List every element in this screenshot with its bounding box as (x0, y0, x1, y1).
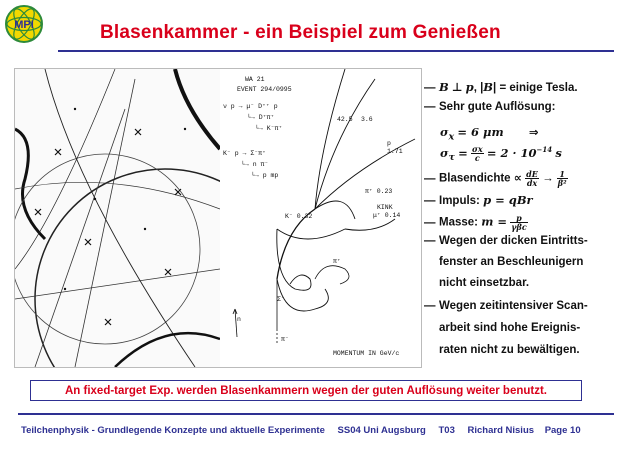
photo-label: μ⁺ 0.14 (373, 212, 401, 219)
track-drawing (15, 69, 421, 367)
footer-code: T03 (438, 425, 455, 436)
title-divider (58, 50, 614, 52)
footer-divider (18, 413, 614, 415)
photo-label: └→ D⁺π⁺ (247, 114, 275, 121)
bubble-chamber-photo (14, 68, 422, 368)
logo-text: MPI (14, 19, 34, 31)
bullet-scanning-cont: raten nicht zu bewältigen. (439, 344, 580, 356)
photo-label: K⁻ p → Σ⁻π⁺ (223, 150, 266, 157)
bullet-bubble-density: — Blasendichte ∝ $\frac{dE}{dx}$ → $\frac{1}{\text{β²}}$ (424, 169, 567, 188)
photo-label: 42.5 (337, 116, 353, 123)
footer-page: Page 10 (544, 425, 581, 436)
bullet-momentum: — Impuls: p = qBr (424, 193, 533, 207)
photo-label: WA 21 (245, 76, 265, 83)
photo-label: K⁻ 0.32 (285, 213, 313, 220)
photo-label: MOMENTUM IN GeV/c (333, 350, 400, 357)
footer-term: SS04 Uni Augsburg (337, 425, 426, 436)
footer (21, 425, 581, 436)
photo-label: p (387, 140, 391, 147)
photo-label: └→ p mp (251, 172, 279, 179)
formula-sigma-tau: $\sigma_\tau$ = $\frac{\sigma x}{c}$ = $2 \cdot 10^{-14}$ s (440, 144, 562, 164)
photo-label: EVENT 294/0995 (237, 86, 292, 93)
photo-label: π⁺ 0.23 (365, 188, 393, 195)
photo-label: └→ K⁻π⁺ (255, 125, 283, 132)
bullet-thick-windows: — Wegen der dicken Eintritts- (424, 235, 588, 247)
conclusion-box: An fixed-target Exp. werden Blasenkammern wegen der guten Auflösung weiter benutzt. (30, 380, 582, 401)
bullet-scanning-cont: arbeit sind hohe Ereignis- (439, 322, 581, 334)
photo-label: Σ⁻ (277, 296, 285, 303)
photo-label: n (237, 316, 241, 323)
footer-course: Teilchenphysik - Grundlegende Konzepte und aktuelle Experimente (21, 425, 325, 436)
photo-label: 3.6 (361, 116, 373, 123)
footer-author: Richard Nisius (467, 425, 535, 436)
photo-label: └→ n π⁻ (241, 161, 269, 168)
bullet-field: — B ⊥ p, |B| = einige Tesla. (424, 80, 578, 94)
photo-label: π⁺ (333, 258, 341, 265)
slide-title: Blasenkammer - ein Beispiel zum Genießen (100, 22, 501, 43)
photo-label: ν p → μ⁻ D⁺⁺ p (223, 103, 278, 110)
bullet-mass: — Masse: m = $\frac{p}{\text{γβc}}$ (424, 213, 527, 232)
mpi-logo (4, 4, 44, 44)
photo-label: 1.71 (387, 148, 403, 155)
bullet-thick-windows-cont: nicht einsetzbar. (439, 277, 530, 289)
bullet-resolution: — Sehr gute Auflösung: (424, 101, 556, 113)
photo-label: π⁻ (281, 336, 289, 343)
photo-label: KINK (377, 204, 393, 211)
formula-sigma-x: $\sigma_x = 6$ μm ⇒ (440, 125, 539, 143)
bullet-scanning: — Wegen zeitintensiver Scan- (424, 300, 588, 312)
field-strength: einige Tesla. (509, 82, 578, 94)
bullet-thick-windows-cont: fenster an Beschleunigern (439, 256, 584, 268)
